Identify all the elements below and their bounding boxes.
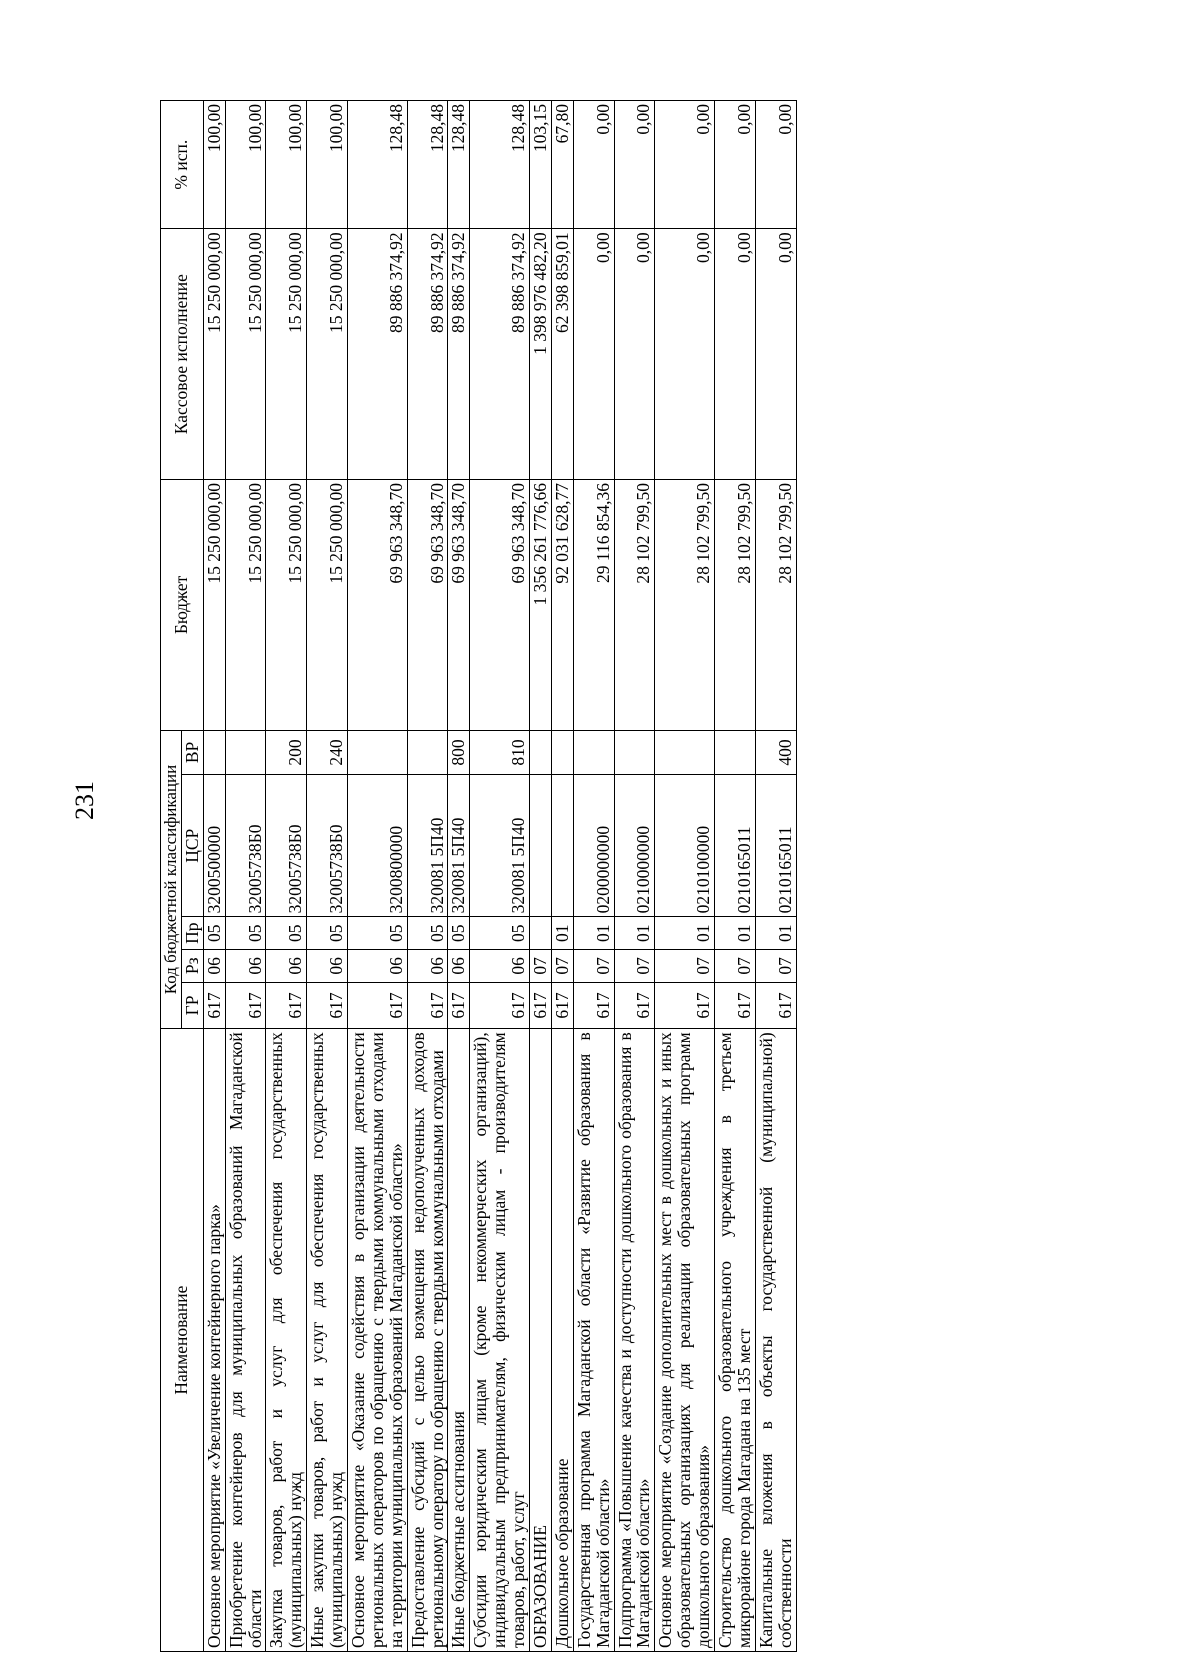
cell-rz: 06 (307, 950, 348, 983)
cell-rz: 06 (266, 950, 307, 983)
cell-csr (551, 775, 573, 917)
cell-gr: 617 (225, 982, 266, 1029)
cell-gr: 617 (470, 982, 530, 1029)
cell-vr (551, 730, 573, 774)
cell-cash: 89 886 374,92 (448, 229, 470, 480)
cell-gr: 617 (448, 982, 470, 1029)
cell-csr: 3200500000 (203, 775, 225, 917)
cell-gr: 617 (266, 982, 307, 1029)
header-gr: ГР (181, 982, 203, 1029)
header-name: Наименование (161, 1029, 204, 1652)
header-vr: ВР (181, 730, 203, 774)
table-row (347, 101, 407, 1652)
cell-gr: 617 (551, 982, 573, 1029)
cell-gr: 617 (755, 982, 796, 1029)
cell-budget: 69 963 348,70 (470, 480, 530, 731)
cell-csr: 32005738Б0 (225, 775, 266, 917)
cell-cash: 0,00 (755, 229, 796, 480)
cell-gr: 617 (347, 982, 407, 1029)
page-number: 231 (70, 781, 99, 820)
cell-pr: 01 (655, 917, 715, 950)
cell-budget: 15 250 000,00 (225, 480, 266, 731)
cell-gr: 617 (203, 982, 225, 1029)
cell-name: Предоставление субсидий с целью возмещения недополученных доходов региональному оператору по обращению с твердыми коммунальными отходами (407, 1029, 448, 1652)
cell-cash: 62 398 859,01 (551, 229, 573, 480)
cell-budget: 15 250 000,00 (266, 480, 307, 731)
table-row (529, 101, 551, 1652)
header-pr: Пр (181, 917, 203, 950)
cell-gr: 617 (529, 982, 551, 1029)
cell-csr: 320081 5П40 (470, 775, 530, 917)
cell-pr: 05 (225, 917, 266, 950)
cell-budget: 28 102 799,50 (614, 480, 655, 731)
cell-percent: 128,48 (470, 101, 530, 229)
cell-percent: 100,00 (203, 101, 225, 229)
cell-vr: 200 (266, 730, 307, 774)
cell-vr (203, 730, 225, 774)
cell-csr: 32005738Б0 (307, 775, 348, 917)
table-body (203, 101, 796, 1652)
cell-rz: 06 (448, 950, 470, 983)
cell-pr: 01 (573, 917, 614, 950)
cell-csr: 0210000000 (614, 775, 655, 917)
cell-name: Основное мероприятие «Создание дополнительных мест в дошкольных и иных образовательных организациях для реализации образовательных программ дошкольного образования» (655, 1029, 715, 1652)
cell-rz: 07 (614, 950, 655, 983)
cell-name: Основное мероприятие «Оказание содействия в организации деятельности региональных операторов по обращению с твердыми коммунальными отходами на территории муниципальных образований Магаданской области» (347, 1029, 407, 1652)
cell-vr (529, 730, 551, 774)
cell-pr: 05 (347, 917, 407, 950)
cell-budget: 29 116 854,36 (573, 480, 614, 731)
header-budget: Бюджет (161, 480, 204, 731)
cell-percent: 128,48 (448, 101, 470, 229)
cell-cash: 15 250 000,00 (266, 229, 307, 480)
cell-name: ОБРАЗОВАНИЕ (529, 1029, 551, 1652)
table-row (307, 101, 348, 1652)
header-row-1 (161, 101, 182, 1652)
cell-pr: 01 (715, 917, 756, 950)
table-row (407, 101, 448, 1652)
table-row (551, 101, 573, 1652)
cell-rz: 06 (407, 950, 448, 983)
cell-vr (573, 730, 614, 774)
cell-cash: 1 398 976 482,20 (529, 229, 551, 480)
cell-percent: 0,00 (655, 101, 715, 229)
cell-percent: 100,00 (266, 101, 307, 229)
cell-rz: 06 (347, 950, 407, 983)
cell-budget: 28 102 799,50 (715, 480, 756, 731)
cell-rz: 06 (203, 950, 225, 983)
cell-pr: 05 (203, 917, 225, 950)
cell-gr: 617 (715, 982, 756, 1029)
cell-vr (715, 730, 756, 774)
table-row (573, 101, 614, 1652)
cell-name: Государственная программа Магаданской области «Развитие образования в Магаданской области» (573, 1029, 614, 1652)
cell-rz: 07 (655, 950, 715, 983)
rotated-page (160, 100, 1025, 1652)
cell-vr (655, 730, 715, 774)
cell-percent: 0,00 (715, 101, 756, 229)
table-row (715, 101, 756, 1652)
cell-budget: 92 031 628,77 (551, 480, 573, 731)
cell-percent: 0,00 (614, 101, 655, 229)
cell-name: Подпрограмма «Повышение качества и доступности дошкольного образования в Магаданской области» (614, 1029, 655, 1652)
cell-rz: 07 (551, 950, 573, 983)
cell-cash: 15 250 000,00 (225, 229, 266, 480)
cell-pr (529, 917, 551, 950)
cell-name: Субсидии юридическим лицам (кроме некоммерческих организаций), индивидуальным предпринимателям, физическим лицам - производителям товаров, работ, услуг (470, 1029, 530, 1652)
cell-pr: 05 (266, 917, 307, 950)
cell-gr: 617 (614, 982, 655, 1029)
cell-name: Капитальные вложения в объекты государственной (муниципальной) собственности (755, 1029, 796, 1652)
header-percent: % исп. (161, 101, 204, 229)
cell-pr: 01 (551, 917, 573, 950)
cell-csr: 320081 5П40 (407, 775, 448, 917)
cell-budget: 15 250 000,00 (307, 480, 348, 731)
cell-percent: 0,00 (755, 101, 796, 229)
cell-budget: 28 102 799,50 (655, 480, 715, 731)
cell-cash: 89 886 374,92 (347, 229, 407, 480)
cell-budget: 28 102 799,50 (755, 480, 796, 731)
cell-pr: 05 (407, 917, 448, 950)
cell-csr (529, 775, 551, 917)
cell-csr: 0200000000 (573, 775, 614, 917)
cell-cash: 0,00 (655, 229, 715, 480)
cell-budget: 69 963 348,70 (448, 480, 470, 731)
cell-cash: 0,00 (715, 229, 756, 480)
cell-pr: 01 (614, 917, 655, 950)
header-code-group: Код бюджетной классификации (161, 730, 182, 1029)
cell-percent: 100,00 (225, 101, 266, 229)
cell-vr: 800 (448, 730, 470, 774)
cell-gr: 617 (307, 982, 348, 1029)
cell-budget: 15 250 000,00 (203, 480, 225, 731)
cell-cash: 15 250 000,00 (307, 229, 348, 480)
cell-percent: 0,00 (573, 101, 614, 229)
cell-vr (407, 730, 448, 774)
cell-csr: 0210165011 (715, 775, 756, 917)
cell-rz: 07 (573, 950, 614, 983)
cell-csr: 3200800000 (347, 775, 407, 917)
cell-gr: 617 (407, 982, 448, 1029)
cell-gr: 617 (655, 982, 715, 1029)
cell-vr (614, 730, 655, 774)
cell-percent: 128,48 (407, 101, 448, 229)
cell-pr: 05 (307, 917, 348, 950)
cell-pr: 01 (755, 917, 796, 950)
table-row (614, 101, 655, 1652)
cell-vr: 810 (470, 730, 530, 774)
cell-percent: 67,80 (551, 101, 573, 229)
cell-rz: 06 (470, 950, 530, 983)
cell-cash: 15 250 000,00 (203, 229, 225, 480)
cell-budget: 69 963 348,70 (347, 480, 407, 731)
cell-name: Основное мероприятие «Увеличение контейнерного парка» (203, 1029, 225, 1652)
cell-name: Закупка товаров, работ и услуг для обеспечения государственных (муниципальных) нужд (266, 1029, 307, 1652)
cell-csr: 0210165011 (755, 775, 796, 917)
header-rz: Рз (181, 950, 203, 983)
cell-vr: 400 (755, 730, 796, 774)
table-row (448, 101, 470, 1652)
table-row (655, 101, 715, 1652)
cell-name: Иные закупки товаров, работ и услуг для обеспечения государственных (муниципальных) нужд (307, 1029, 348, 1652)
cell-rz: 06 (225, 950, 266, 983)
cell-cash: 0,00 (573, 229, 614, 480)
header-cash: Кассовое исполнение (161, 229, 204, 480)
cell-cash: 89 886 374,92 (407, 229, 448, 480)
cell-name: Строительство дошкольного образовательного учреждения в третьем микрорайоне города Магадана на 135 мест (715, 1029, 756, 1652)
cell-gr: 617 (573, 982, 614, 1029)
cell-percent: 100,00 (307, 101, 348, 229)
cell-name: Дошкольное образование (551, 1029, 573, 1652)
cell-rz: 07 (529, 950, 551, 983)
cell-csr: 320081 5П40 (448, 775, 470, 917)
cell-cash: 0,00 (614, 229, 655, 480)
cell-rz: 07 (715, 950, 756, 983)
cell-budget: 1 356 261 776,66 (529, 480, 551, 731)
cell-pr: 05 (448, 917, 470, 950)
header-csr: ЦСР (181, 775, 203, 917)
cell-percent: 103,15 (529, 101, 551, 229)
budget-table (160, 100, 797, 1652)
cell-vr: 240 (307, 730, 348, 774)
cell-cash: 89 886 374,92 (470, 229, 530, 480)
table-row (266, 101, 307, 1652)
cell-csr: 32005738Б0 (266, 775, 307, 917)
cell-pr: 05 (470, 917, 530, 950)
cell-vr (225, 730, 266, 774)
table-row (755, 101, 796, 1652)
cell-csr: 0210100000 (655, 775, 715, 917)
cell-percent: 128,48 (347, 101, 407, 229)
cell-name: Приобретение контейнеров для муниципальных образований Магаданской области (225, 1029, 266, 1652)
table-row (203, 101, 225, 1652)
cell-rz: 07 (755, 950, 796, 983)
table-row (470, 101, 530, 1652)
cell-name: Иные бюджетные ассигнования (448, 1029, 470, 1652)
table-row (225, 101, 266, 1652)
cell-budget: 69 963 348,70 (407, 480, 448, 731)
cell-vr (347, 730, 407, 774)
